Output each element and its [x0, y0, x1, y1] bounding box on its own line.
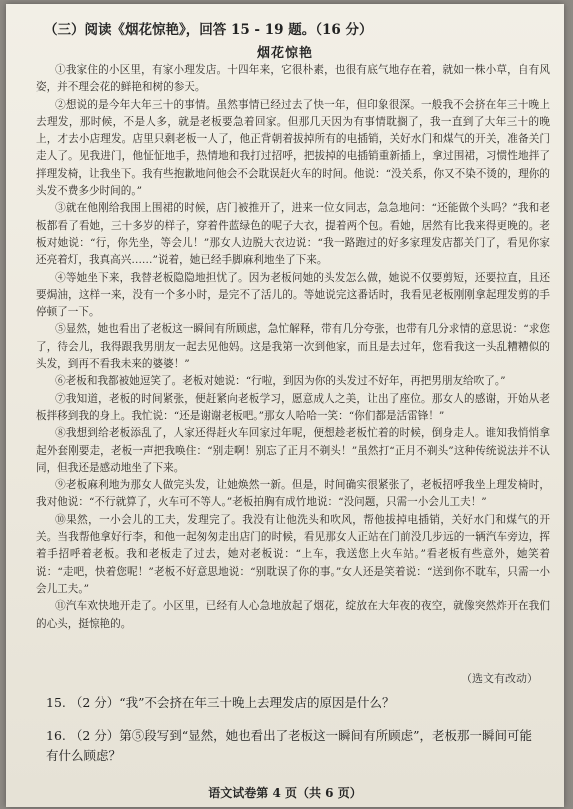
paragraph-9: ⑨老板麻利地为那女人做完头发，让她焕然一新。但是，时间确实很紧张了，老板招呼我坐上理发椅时，我对他说：“不行就算了，火车可不等人。”老板拍胸有成竹地说：“没问题，只需一小会儿工夫！” [36, 479, 550, 509]
paragraph-8: ⑧我想到给老板添乱了，人家还得赶火车回家过年呢，便想趁老板忙着的时候，倒身走人。谁知我悄悄拿起外套刚要走，老板一声把我唤住：“别走啊！别忘了正月不剃头！”虽然打“正月不剃头”这种传统说法并不认同，但我还是感动地坐了下来。 [36, 427, 550, 474]
paragraph-1: ①我家住的小区里，有家小理发店。十四年来，它很朴素，也很有底气地存在着，就如一株小草，自有风姿，并不理会花的鲜艳和树的参天。 [36, 64, 550, 94]
question-16: 16. （2 分）第⑤段写到“显然，她也看出了老板这一瞬间有所顾虑”，老板那一瞬间可能有什么顾虑？ [46, 728, 533, 763]
paragraph-6: ⑥老板和我都被她逗笑了。老板对她说：“行啦，到因为你的头发过不好年，再把男朋友给吹了。” [55, 375, 506, 388]
paragraph-10: ⑩果然，一小会儿的工夫，发理完了。我没有让他洗头和吹风，帮他拔掉电插销，关好水门和煤气的开关。当我帮他拿好行李，和他一起匆匆走出店门的时候，看见那女人正站在门前没几步远的一辆汽车旁边，挥着手招呼着老板。我和老板走了过去，她对老板说：“上车，我送您上火车站。”看老板有些意外，她笑着说：“走吧，快着您呢！”老板不好意思地说：“别耽误了你的事。”女人还是笑着说：“送到你不耽车，只需一小会儿工夫。” [36, 513, 550, 595]
section-heading: （三）阅读《烟花惊艳》，回答 15 - 19 题。（16 分） [44, 22, 373, 38]
paragraph-5: ⑤显然，她也看出了老板这一瞬间有所顾虑，急忙解释，带有几分夸张，也带有几分求情的意思说：“求您了，待会儿，我得跟我男朋友一起去见他妈。这是我第一次到他家，而且是去过年，您看我这一头乱糟糟似的头发，到再不看我未来的婆婆！” [36, 323, 550, 371]
story-title: 烟花惊艳 [256, 46, 313, 61]
story-body [36, 62, 550, 633]
paragraph-7: ⑦我知道，老板的时间紧张，便赶紧向老板学习，愿意成人之美，让出了座位。那女人的感谢，开始从老板拌移到我的身上。我忙说：“还是谢谢老板吧。”那女人哈哈一笑：“你们都是活雷锋！” [36, 392, 550, 422]
page-footer: 语文试卷第 4 页（共 6 页） [208, 786, 362, 800]
paragraph-2: ②想说的是今年大年三十的事情。虽然事情已经过去了快一年，但印象很深。一般我不会挤在年三十晚上去理发，那时候，不是人多，就是老板要急着回家。但那几天因为有事情耽搁了，我一直到了大年三十的晚上，才去小店理发。店里只剩老板一人了，他正背朝着拔掉所有的电插销，关好水门和煤气的开关，准备关门走人了。见我进门，他怔怔地手，热情地和我打过招呼，把拔掉的电插销重新插上，拿过围裙，习惯性地拌了拌理发椅，让我坐下。我有些抱歉地问他会不会耽误赶火车的时间。他说：“没关系，你又不染不烫的，理你的头发不费多少时间的。” [36, 98, 550, 198]
source-note: （选文有改动） [461, 672, 538, 685]
paragraph-4: ④等她坐下来，我替老板隐隐地担忧了。因为老板问她的头发怎么做，她说不仅要剪短，还要拉直，且还要焗油，这样一来，没有一个多小时，是完不了活儿的。等她说完这番话时，我看见老板刚刚拿起理发剪的手停顿了一下。 [36, 271, 550, 319]
paragraph-11: ⑪汽车欢快地开走了。小区里，已经有人心急地放起了烟花，绽放在大年夜的夜空，就像突然炸开在我们的心头，挺惊艳的。 [36, 600, 550, 630]
paragraph-3: ③就在他刚给我围上围裙的时候，店门被推开了，进来一位女同志，急急地问：“还能做个头吗？”我和老板都看了看她，三十多岁的样子，穿着件蓝绿色的呢子大衣，提着两个包。看她，居然有比我来得更晚的。老板对她说：“行，你先坐，等会儿！”那女人边脱大衣边说：“我一路跑过的好多家理发店都关门了，看见你家还亮着灯，我真高兴……”说着，她已经手脚麻利地坐了下来。 [36, 202, 550, 267]
question-15: 15. （2 分）“我”不会挤在年三十晚上去理发店的原因是什么？ [46, 695, 395, 710]
exam-page [6, 4, 564, 807]
